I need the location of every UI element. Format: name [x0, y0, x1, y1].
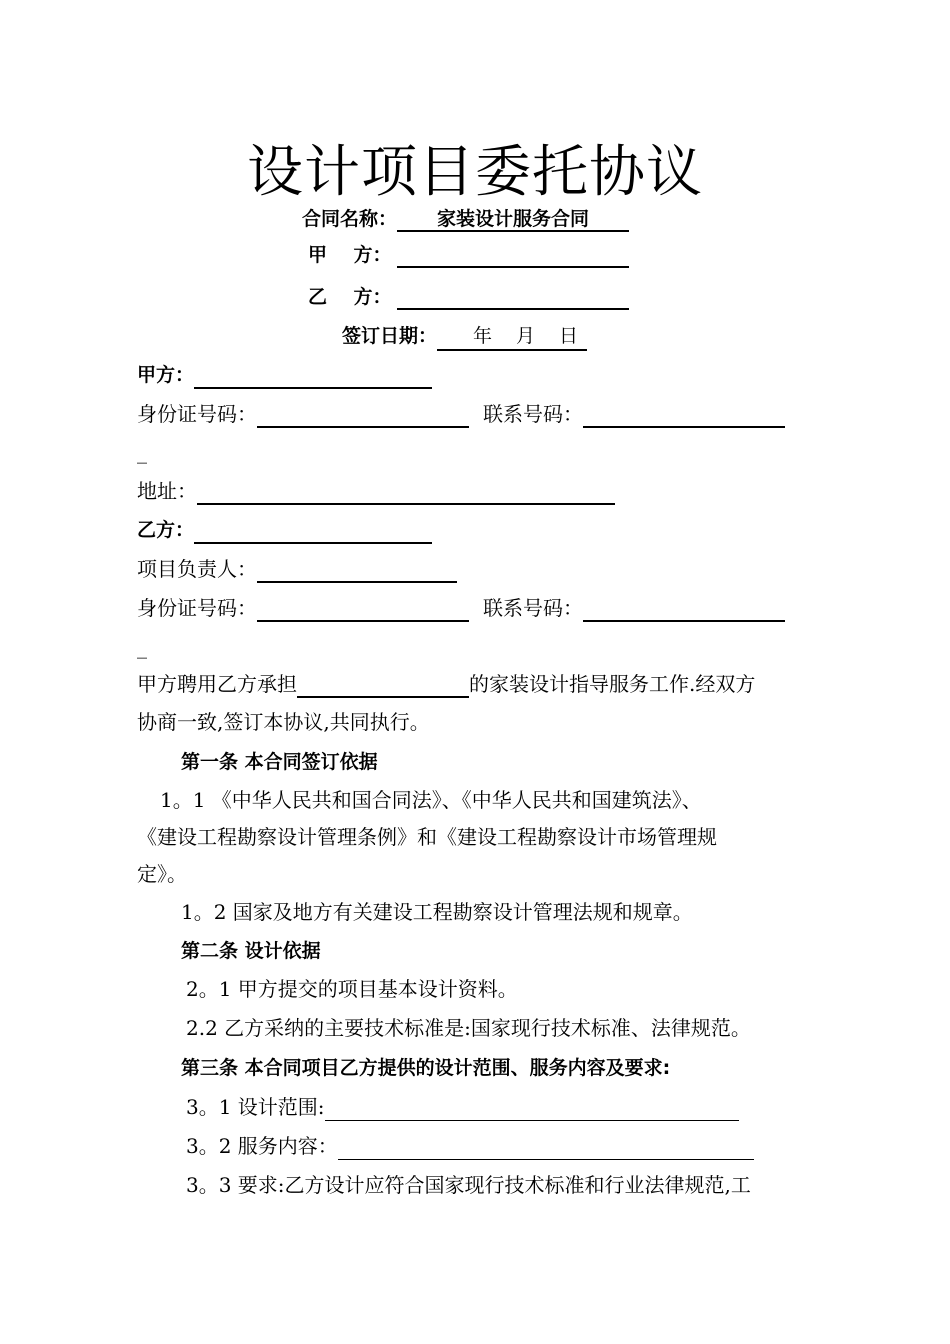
- article-1-1-line-2: 《建设工程勘察设计管理条例》和《建设工程勘察设计市场管理规: [137, 825, 717, 849]
- party-b-header-blank: [397, 286, 629, 310]
- sign-date-label: 签订日期：: [342, 325, 438, 347]
- article-3-2-line: [186, 1132, 754, 1160]
- party-b-line: [137, 516, 432, 544]
- sign-date-line: [342, 323, 587, 351]
- contract-name-label: 合同名称：: [302, 208, 398, 230]
- article-1-1-line-3: 定》。: [137, 862, 187, 886]
- party-a-phone-label: 联系号码：: [483, 402, 583, 426]
- party-b-id-blank: [257, 598, 469, 622]
- article-1-1-line-1: 1。1 《中华人民共和国合同法》、《中华人民共和国建筑法》、: [160, 788, 702, 812]
- article-3-1-label: 3。1 设计范围:: [186, 1095, 325, 1119]
- party-b-wrap-dash: _: [137, 635, 147, 659]
- party-b-id-label: 身份证号码：: [137, 596, 257, 620]
- article-1-title: 第一条 本合同签订依据: [181, 751, 378, 773]
- party-a-label: 甲方：: [137, 364, 195, 386]
- sign-date-day: 日: [559, 325, 579, 347]
- party-a-id-label: 身份证号码：: [137, 402, 257, 426]
- sign-date-year: 年: [473, 325, 493, 347]
- intro-project-blank: [297, 674, 469, 698]
- article-2-2: 2.2 乙方采纳的主要技术标准是:国家现行技术标准、法律规范。: [186, 1016, 751, 1040]
- contract-name-value: 家装设计服务合同: [397, 208, 629, 232]
- party-a-header-label: 甲 方：: [308, 244, 392, 266]
- party-b-label: 乙方：: [137, 519, 195, 541]
- article-3-1-line: [186, 1093, 739, 1121]
- party-a-wrap-dash: _: [137, 440, 147, 464]
- party-a-address-label: 地址：: [137, 479, 197, 503]
- party-a-header-line: [308, 242, 629, 268]
- party-b-header-label: 乙 方：: [308, 286, 392, 308]
- party-a-id-blank: [257, 404, 469, 428]
- article-2-1: 2。1 甲方提交的项目基本设计资料。: [186, 977, 518, 1001]
- intro-part-1: 甲方聘用乙方承担: [137, 672, 297, 696]
- design-scope-blank: [325, 1098, 739, 1121]
- article-3-title: 第三条 本合同项目乙方提供的设计范围、服务内容及要求:: [181, 1057, 671, 1079]
- project-manager-blank: [257, 559, 457, 583]
- project-manager-label: 项目负责人：: [137, 557, 257, 581]
- party-a-header-blank: [397, 244, 629, 268]
- party-b-header-line: [308, 284, 629, 310]
- party-b-name-blank: [194, 520, 432, 544]
- article-3-3: 3。3 要求:乙方设计应符合国家现行技术标准和行业法律规范,工: [186, 1173, 751, 1197]
- intro-part-2: 的家装设计指导服务工作.经双方: [469, 672, 756, 696]
- party-a-id-phone-line: [137, 400, 785, 428]
- party-a-line: [137, 361, 432, 389]
- party-a-name-blank: [194, 365, 432, 389]
- party-a-phone-blank: [583, 404, 785, 428]
- party-a-address-line: [137, 477, 615, 505]
- sign-date-blank: [437, 323, 587, 351]
- intro-line-1: [137, 670, 755, 698]
- article-1-2: 1。2 国家及地方有关建设工程勘察设计管理法规和规章。: [181, 900, 693, 924]
- project-manager-line: [137, 555, 457, 583]
- intro-line-2: 协商一致,签订本协议,共同执行。: [137, 710, 430, 734]
- sign-date-month: 月: [516, 325, 536, 347]
- party-b-phone-blank: [583, 598, 785, 622]
- contract-name-line: [302, 206, 629, 232]
- document-title: 设计项目委托协议: [247, 140, 703, 205]
- service-content-blank: [338, 1137, 754, 1160]
- party-b-phone-label: 联系号码：: [483, 596, 583, 620]
- article-2-title: 第二条 设计依据: [181, 940, 321, 962]
- article-3-2-label: 3。2 服务内容：: [186, 1134, 338, 1158]
- party-a-address-blank: [197, 481, 615, 505]
- party-b-id-phone-line: [137, 594, 785, 622]
